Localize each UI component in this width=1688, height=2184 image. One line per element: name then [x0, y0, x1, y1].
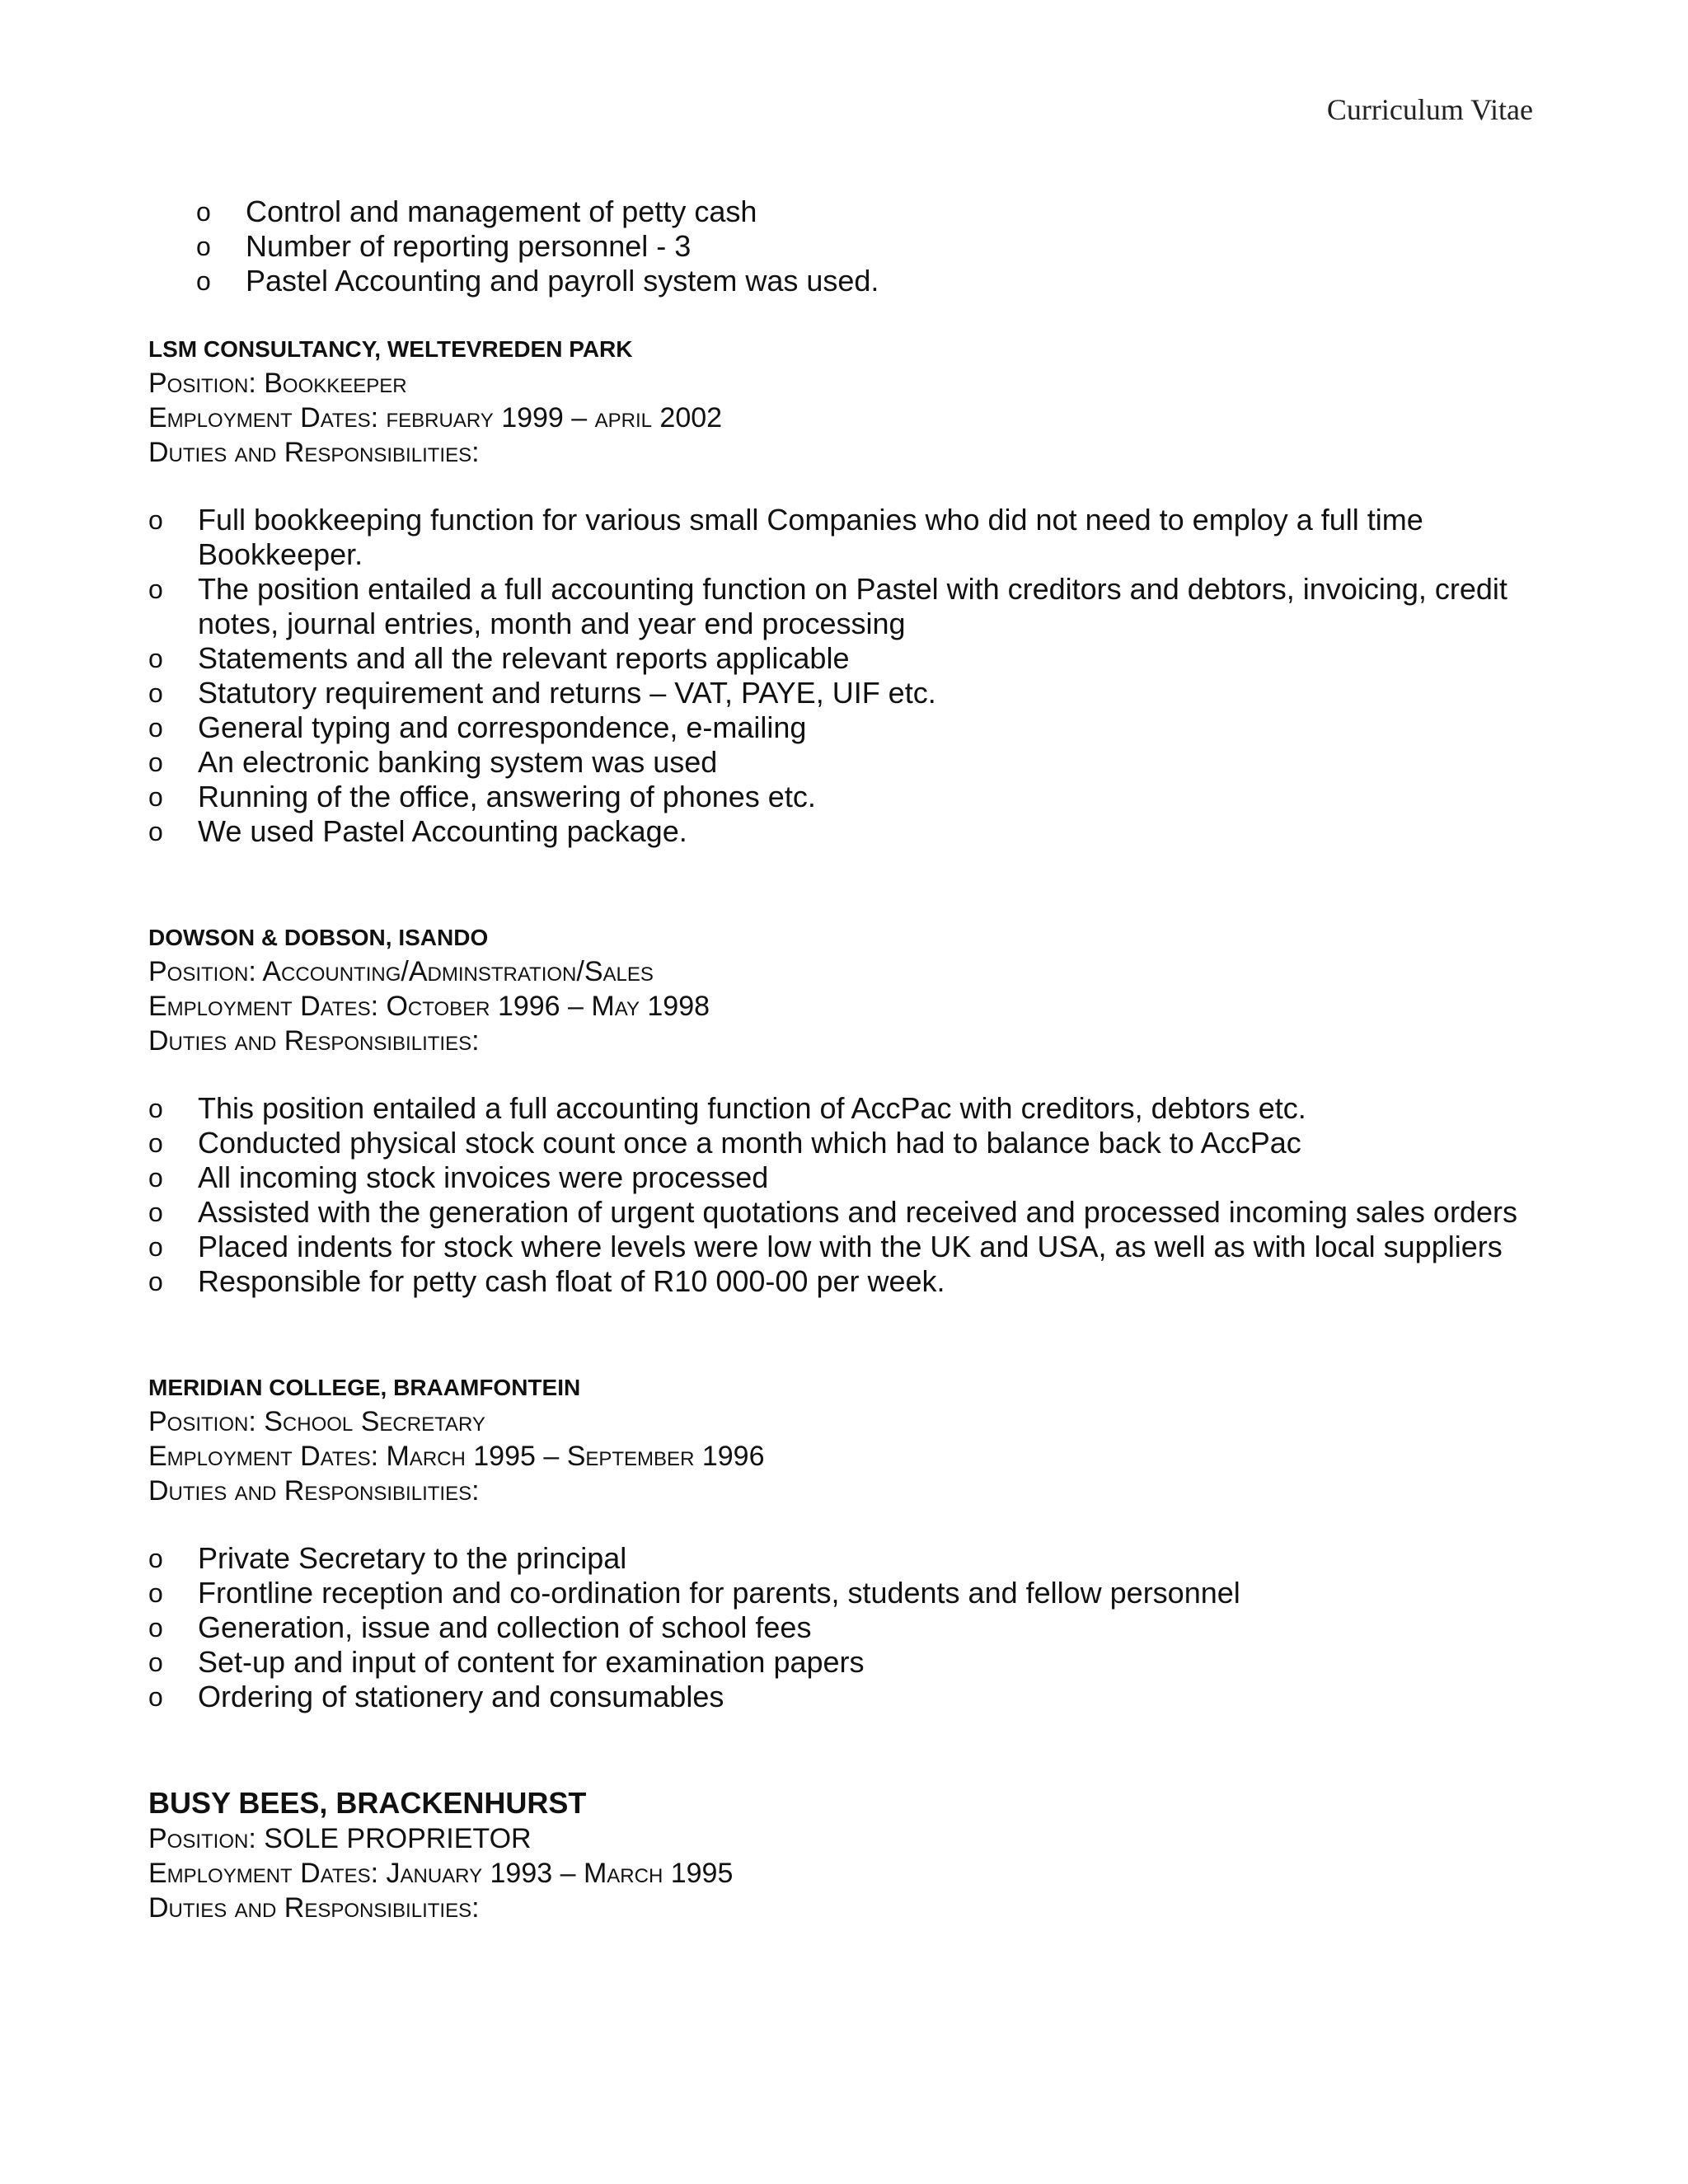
duties-label: Duties and Responsibilities:	[148, 1025, 480, 1057]
employment-dates: Employment Dates: January 1993 – March 1995	[148, 1858, 734, 1889]
bullet-marker: o	[148, 1544, 163, 1573]
position-line: Position: Bookkeeper	[148, 368, 407, 399]
employment-dates: Employment Dates: february 1999 – april 2002	[148, 402, 723, 434]
list-item: o Running of the office, answering of phones etc.	[148, 780, 816, 813]
bullet-marker: o	[148, 644, 163, 673]
duties-label: Duties and Responsibilities:	[148, 437, 480, 468]
bullet-marker: o	[148, 817, 163, 846]
list-item: o Statements and all the relevant reports applicable	[148, 641, 850, 675]
list-item: o Responsible for petty cash float of R10 000-00 per week.	[148, 1264, 945, 1298]
list-item: o Conducted physical stock count once a month which had to balance back to AccPac	[148, 1126, 1301, 1160]
position-line: Position: Accounting/Adminstration/Sales	[148, 956, 654, 987]
bullet-marker: o	[148, 1682, 163, 1712]
intro-section	[148, 194, 1550, 298]
duties-list	[148, 1541, 1550, 1714]
employment-dates: Employment Dates: March 1995 – September 1996	[148, 1441, 765, 1472]
list-item: o Placed indents for stock where levels were low with the UK and USA, as well as with local suppliers	[148, 1230, 1503, 1263]
list-item: o Control and management of petty cash	[196, 194, 757, 228]
company-name: DOWSON & DOBSON, ISANDO	[148, 925, 489, 950]
bullet-marker: o	[148, 1647, 163, 1677]
job-section-dowson-dobson	[148, 921, 1550, 1299]
company-name: LSM CONSULTANCY, WELTEVREDEN PARK	[148, 336, 633, 362]
duties-label: Duties and Responsibilities:	[148, 1475, 480, 1507]
employment-dates: Employment Dates: October 1996 – May 1998	[148, 991, 710, 1022]
company-name: BUSY BEES, BRACKENHURST	[148, 1786, 587, 1820]
list-item: o Generation, issue and collection of school fees	[148, 1610, 812, 1644]
bullet-marker: o	[196, 266, 211, 296]
list-item: o Assisted with the generation of urgent quotations and received and processed incoming sales orders	[148, 1195, 1517, 1229]
bullet-marker: o	[148, 1094, 163, 1123]
list-item: o This position entailed a full accounting function of AccPac with creditors, debtors etc.	[148, 1091, 1306, 1125]
bullet-marker: o	[148, 713, 163, 743]
bullet-marker: o	[148, 505, 163, 535]
list-item: o Statutory requirement and returns – VAT, PAYE, UIF etc.	[148, 676, 936, 710]
bullet-marker: o	[148, 1232, 163, 1262]
job-section-meridian-college	[148, 1371, 1550, 1714]
duties-list	[148, 503, 1550, 849]
bullet-marker: o	[148, 1128, 163, 1158]
list-item: o All incoming stock invoices were processed	[148, 1160, 769, 1194]
bullet-marker: o	[148, 1267, 163, 1296]
list-item: o Ordering of stationery and consumables	[148, 1680, 724, 1713]
bullet-marker: o	[196, 197, 211, 227]
duties-list	[148, 1091, 1550, 1299]
bullet-marker: o	[148, 1613, 163, 1643]
bullet-marker: o	[148, 574, 163, 604]
intro-bullet-list	[148, 194, 1550, 298]
list-item: o The position entailed a full accounting function on Pastel with creditors and debtors, invoicing, credit notes, journal entries, month and year end processing	[148, 572, 1507, 640]
list-item: o An electronic banking system was used	[148, 745, 718, 779]
list-item: o We used Pastel Accounting package.	[148, 814, 687, 848]
bullet-marker: o	[196, 232, 211, 261]
list-item: o Private Secretary to the principal	[148, 1541, 627, 1575]
list-item: o Full bookkeeping function for various small Companies who did not need to employ a full time Bookkeeper.	[148, 503, 1423, 571]
page-header-title: Curriculum Vitae	[1326, 93, 1533, 126]
bullet-marker: o	[148, 1578, 163, 1608]
bullet-marker: o	[148, 1163, 163, 1193]
position-line: Position: School Secretary	[148, 1406, 485, 1437]
bullet-marker: o	[148, 678, 163, 708]
list-item: o Set-up and input of content for examination papers	[148, 1645, 865, 1679]
company-name: MERIDIAN COLLEGE, BRAAMFONTEIN	[148, 1375, 581, 1400]
list-item: o General typing and correspondence, e-mailing	[148, 710, 807, 744]
list-item: o Pastel Accounting and payroll system was used.	[196, 264, 879, 298]
bullet-marker: o	[148, 748, 163, 777]
duties-label: Duties and Responsibilities:	[148, 1892, 480, 1924]
bullet-marker: o	[148, 1197, 163, 1227]
job-section-lsm	[148, 333, 1550, 849]
job-section-busy-bees	[148, 1785, 1550, 1925]
list-item: o Frontline reception and co-ordination for parents, students and fellow personnel	[148, 1576, 1240, 1610]
bullet-marker: o	[148, 782, 163, 812]
list-item: o Number of reporting personnel - 3	[196, 229, 692, 263]
position-line: Position: SOLE PROPRIETOR	[148, 1823, 532, 1854]
